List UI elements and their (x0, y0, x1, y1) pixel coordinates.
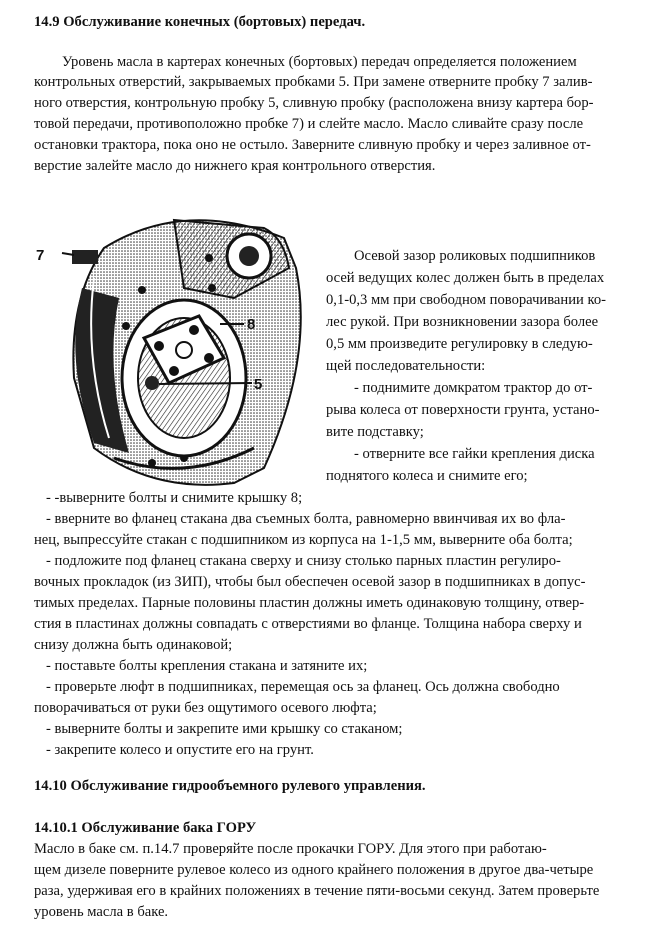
side-line-6: щей последовательности: (326, 358, 486, 374)
section-heading-14-10-1: 14.10.1 Обслуживание бака ГОРУ (34, 820, 257, 836)
side-line-7: - поднимите домкратом трактор до от- (354, 380, 593, 396)
body-line-7: стия в пластинах должны совпадать с отверстиями во фланце. Толщина набора сверху и (34, 616, 582, 632)
callout-5: 5 (254, 376, 263, 393)
s14101-line-3: раза, удерживая его в крайних положениях в течение пяти-восьми секунд. Затем проверьте (34, 883, 600, 899)
body-line-10: - проверьте люфт в подшипниках, перемещая ось за фланец. Ось должна свободно (46, 679, 560, 695)
s14101-line-4: уровень масла в баке. (34, 904, 169, 920)
section-heading-14-9: 14.9 Обслуживание конечных (бортовых) передач. (34, 14, 366, 30)
para1-line-1: Уровень масла в картерах конечных (бортовых) передач определяется положением (62, 54, 577, 70)
side-line-10: - отверните все гайки крепления диска (354, 446, 595, 462)
body-line-11: поворачиваться от руки без ощутимого осевого люфта; (34, 700, 377, 716)
side-line-8: рыва колеса от поверхности грунта, устано- (326, 402, 600, 418)
section-heading-14-10: 14.10 Обслуживание гидрообъемного рулевого управления. (34, 778, 426, 794)
body-line-2: - вверните во фланец стакана два съемных болта, равномерно ввинчивая их во фла- (46, 511, 566, 527)
side-line-4: лес рукой. При возникновении зазора более (326, 314, 599, 330)
body-line-9: - поставьте болты крепления стакана и затяните их; (46, 658, 368, 674)
side-line-11: поднятого колеса и снимите его; (326, 468, 528, 484)
callout-7: 7 (36, 247, 45, 264)
para1-line-2: контрольных отверстий, закрываемых пробками 5. При замене отверните пробку 7 залив- (34, 74, 593, 90)
para1-line-3: ного отверстия, контрольную пробку 5, сливную пробку (расположена внизу картера бор- (34, 95, 594, 111)
side-line-9: вите подставку; (326, 424, 424, 440)
body-line-8: снизу должна быть одинаковой; (34, 637, 233, 653)
callout-8: 8 (247, 316, 256, 333)
final-drive-illustration (34, 208, 344, 490)
side-line-2: осей ведущих колес должен быть в пределах (326, 270, 605, 286)
body-line-12: - выверните болты и закрепите ими крышку со стаканом; (46, 721, 403, 737)
body-line-13: - закрепите колесо и опустите его на грунт. (46, 742, 314, 758)
body-line-5: вочных прокладок (из ЗИП), чтобы был обеспечен осевой зазор в подшипниках в допус- (34, 574, 586, 590)
s14101-line-2: щем дизеле поверните рулевое колесо из одного крайнего положения в другое два-четыре (34, 862, 594, 878)
body-line-4: - подложите под фланец стакана сверху и снизу столько парных пластин регулиро- (46, 553, 561, 569)
body-line-1: - -выверните болты и снимите крышку 8; (46, 490, 303, 506)
para1-line-5: остановки трактора, пока оно не остыло. Заверните сливную пробку и через заливное от- (34, 137, 591, 153)
body-line-6: тимых пределах. Парные половины пластин должны иметь одинаковую толщину, отвер- (34, 595, 585, 611)
side-line-1: Осевой зазор роликовых подшипников (354, 248, 596, 264)
body-line-3: нец, выпрессуйте стакан с подшипником из корпуса на 1-1,5 мм, выверните оба болта; (34, 532, 573, 548)
para1-line-4: товой передачи, противоположно пробке 7) и слейте масло. Масло сливайте сразу после (34, 116, 584, 132)
s14101-line-1: Масло в баке см. п.14.7 проверяйте после прокачки ГОРУ. Для этого при работаю- (34, 841, 547, 857)
side-line-5: 0,5 мм произведите регулировку в следую- (326, 336, 593, 352)
para1-line-6: верстие залейте масло до нижнего края контрольного отверстия. (34, 158, 436, 174)
side-line-3: 0,1-0,3 мм при свободном поворачивании ко- (326, 292, 606, 308)
final-drive-figure (34, 208, 344, 490)
